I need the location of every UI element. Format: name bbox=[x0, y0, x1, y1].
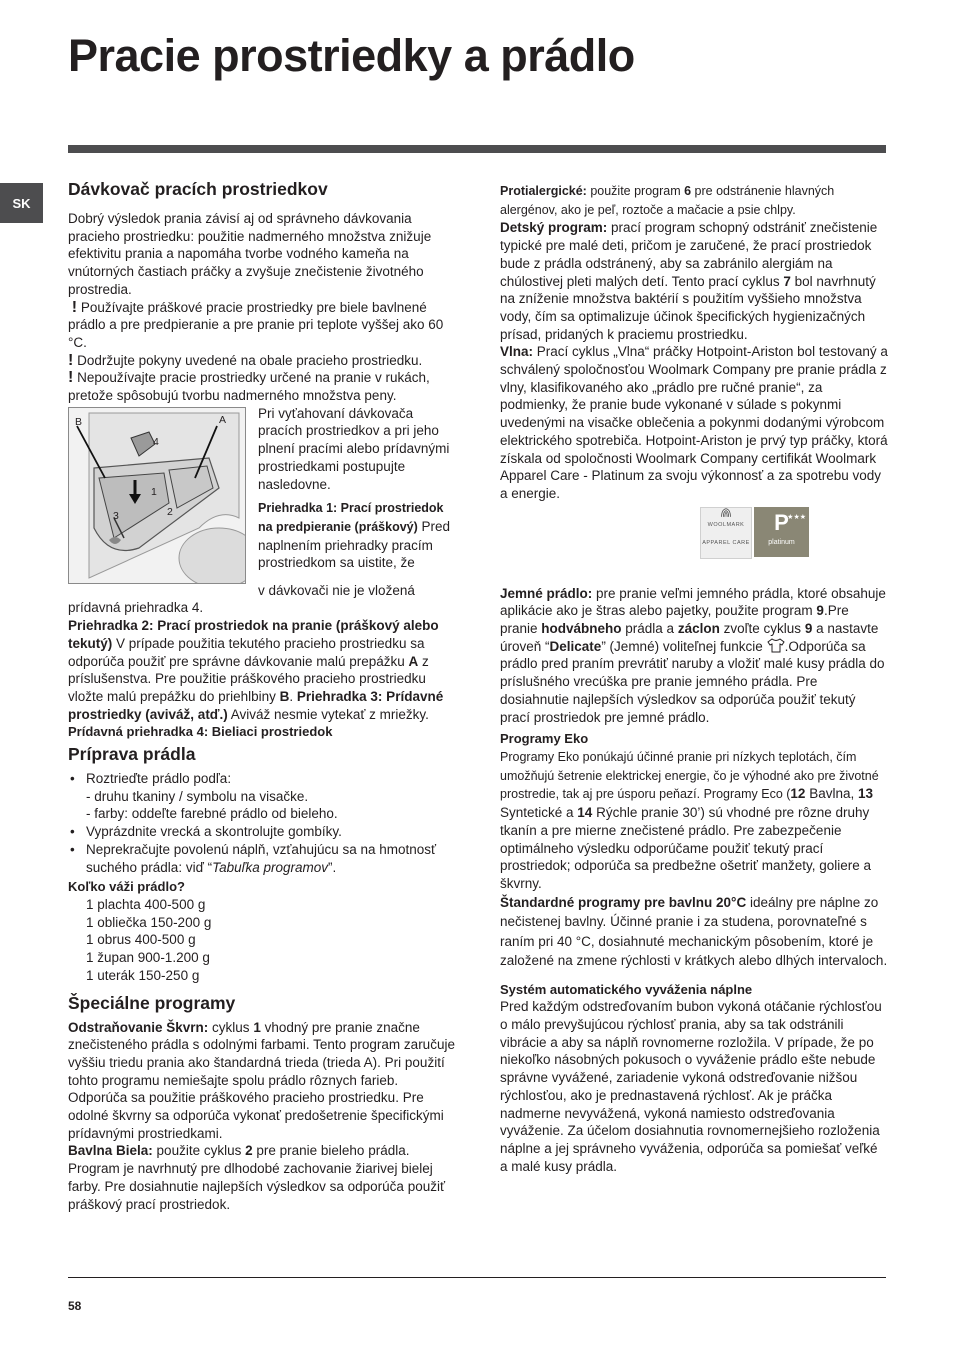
tray1-continuation: v dávkovači nie je vložená prídavná priehradka 4. bbox=[68, 582, 415, 616]
wool-program: Vlna: Prací cyklus „Vlna“ práčky Hotpoint-Ariston bol testovaný a schválený spoločnosťou Woolmark Company pre pranie prádla z vlny, klasifikovaného ako „prádlo pre ručné pranie“, za podmienky, že pranie bude vykonané v súlade s pokynmi uvedenými na visačke oblečenia a pokynmi dodanými výrobcom elektrického spotrebiča. Hotpoint-Ariston je prvý typ práčky, ktorá získala od spoločnosti Woolmark Company certifikát Woolmark Apparel Care - Platinum za svoju výkonnosť a za spotrebu vody a energie. bbox=[500, 344, 888, 501]
list-item: • Vyprázdnite vrecká a skontrolujte gombíky. bbox=[68, 823, 456, 841]
woolmark-icon bbox=[711, 508, 741, 518]
prep-heading: Príprava prádla bbox=[68, 744, 196, 765]
warning-icon: ! bbox=[68, 369, 74, 387]
baby-label: Detský program: bbox=[500, 220, 608, 236]
standard-cotton-label: Štandardné programy pre bavlnu 20°C bbox=[500, 894, 747, 910]
eco-text: Programy Eko ponúkajú účinné pranie pri nízkych teplotách, čím umožňujú šetrenie elektrickej energie, čo je výhodné ako pre životné prostredie, tak aj pre úsporu peňazí. Programy Eco (12 Bavlna, 13 Syntetické a 14 Rýchle pranie 30’) sú vhodné pre rôzne druhy tkanín a pre mierne znečistené prádlo. Pre zabezpečenie optimálneho výsledku odporúčame použiť tekutý prací prostriedok; odporúča sa predbežne ošetriť manžety, goliere a škvrny. bbox=[500, 749, 879, 891]
tray1-label: Priehradka 1: Prací prostriedok na predpieranie (práškový) bbox=[258, 501, 444, 534]
weights-list bbox=[68, 896, 456, 985]
warning-item: ! Nepoužívajte pracie prostriedky určené na pranie v rukách, pretože spôsobujú tvorbu nadmerného množstva peny. bbox=[68, 369, 430, 404]
page-number: 58 bbox=[68, 1299, 82, 1313]
dispenser-intro: Dobrý výsledok prania závisí aj od správneho dávkovania pracieho prostriedku: použitie nadmerného množstva znižuje efektivitu prania a napomáha tvorbe vodného kameňa na vnútorných častiach práčky a zvyšuje znečistenie životného prostredia. bbox=[68, 211, 432, 297]
dispenser-illustration bbox=[68, 407, 246, 584]
white-cotton-program: Bavlna Biela: použite cyklus 2 pre pranie bieleho prádla. Program je navrhnutý pre dlhodobé zachovanie žiarivej bielej farby. Pre dosiahnutie najlepších výsledkov sa odporúča použiť práškový prací prostriedok. bbox=[68, 1143, 446, 1212]
antiallergy-program: Protialergické: použite program 6 pre odstránenie hlavných alergénov, ako je peľ, roztoče a mačacie a psie chlpy. bbox=[500, 184, 835, 217]
top-divider bbox=[68, 145, 886, 153]
balance-heading: Systém automatického vyváženia náplne bbox=[500, 981, 753, 997]
stain-program: Odstraňovanie Škvrn: cyklus 1 vhodný pre pranie značne znečisteného prádla s odolnými farbami. Tento program zaručuje vyššiu triedu prania ako štandardná trieda (trieda A). Pri použití tohto programu nemiešajte spolu prádlo rôznych farieb. Odporúča sa použitie práškového pracieho prostriedku. Pre odolné škvrny sa odporúča vykonať predošetrenie špecifickými prídavnými prostriedkami. bbox=[68, 1019, 455, 1141]
dispenser-heading: Dávkovač pracích prostriedkov bbox=[68, 179, 328, 199]
bottom-divider bbox=[68, 1277, 886, 1278]
weights-heading: Koľko váži prádlo? bbox=[68, 879, 185, 895]
platinum-logo: ★★★ P platinum bbox=[754, 507, 809, 557]
woolmark-logo: WOOLMARK APPAREL CARE bbox=[700, 507, 752, 559]
wool-label: Vlna: bbox=[500, 344, 534, 360]
figure-label-b: B bbox=[75, 415, 83, 428]
warning-icon: ! bbox=[71, 298, 78, 316]
list-item: • Roztrieďte prádlo podľa: - druhu tkaniny / symbolu na visačke. - farby: oddeľte farebné prádlo od bieleho. bbox=[68, 770, 456, 823]
warning-item: ! Dodržujte pokyny uvedené na obale pracieho prostriedku. bbox=[68, 351, 423, 369]
white-cotton-label: Bavlna Biela: bbox=[68, 1143, 153, 1159]
dispenser-figure-block bbox=[68, 405, 456, 586]
tray1-text: Priehradka 1: Prací prostriedok na predpieranie (práškový) Pred naplnením priehradky pracím prostriedkom sa uistite, že bbox=[258, 501, 451, 571]
tray2-text: Priehradka 2: Prací prostriedok na pranie (práškový alebo tekutý) V prípade použitia tekutého pracieho prostriedku sa odporúča použiť pre správne dávkovanie malú prepážku A z príslušenstva. Pre použitie práškového pracieho prostriedku vložte malú prepážku do priehlbiny B. Priehradka 3: Prídavné prostriedky (aviváž, atď.) Aviváž nesmie vytekať z mriežky. bbox=[68, 618, 444, 722]
special-heading: Špeciálne programy bbox=[68, 992, 236, 1013]
list-item: • Neprekračujte povolenú náplň, vzťahujúcu sa na hmotnosť suchého prádla: viď “Tabuľka programov”. bbox=[68, 841, 456, 876]
gentle-label: Jemné prádlo: bbox=[500, 585, 593, 601]
antiallergy-label: Protialergické: bbox=[500, 184, 587, 198]
right-column bbox=[500, 182, 888, 1175]
standard-cotton-20: Štandardné programy pre bavlnu 20°C ideálny pre náplne zo nečistenej bavlny. Účinné pranie i za studena, porovnateľné s raním pri 40 °C, dosiahnuté mechanickým pôsobením, ktoré je založené na zmene rýchlosti v krátkych alebo dlhých intervaloch. bbox=[500, 894, 888, 969]
weight-item: 1 uterák 150-250 g bbox=[86, 967, 200, 983]
figure-label-4: 4 bbox=[153, 435, 159, 448]
baby-program: Detský program: prací program schopný odstrániť znečistenie typické pre malé deti, pričom je zaručené, že prací prostriedok bude z prádla odstránený, aby sa zabránilo alergiám na chúlostivej pleti malých detí. Tento prací cyklus 7 bol navrhnutý na zníženie množstva baktérií s použitím vyššieho množstva vody, čím sa optimalizuje účinok špecifických hygienizačných prísad, pridaných k praciemu prostriedku. bbox=[500, 220, 878, 342]
prep-list bbox=[68, 770, 456, 876]
page-title: Pracie prostriedky a prádlo bbox=[68, 30, 635, 81]
weight-item: 1 obrus 400-500 g bbox=[86, 932, 196, 948]
shirt-icon bbox=[767, 638, 785, 653]
weight-item: 1 župan 900-1.200 g bbox=[86, 950, 210, 966]
eco-heading: Programy Eko bbox=[500, 731, 589, 747]
warning-icon: ! bbox=[68, 351, 74, 369]
figure-label-1: 1 bbox=[151, 485, 157, 498]
gentle-program: Jemné prádlo: pre pranie veľmi jemného prádla, ktoré obsahuje aplikácie ako je štras alebo pajetky, použite program 9.Pre pranie hodvábneho prádla a záclon zvoľte cyklus 9 a nastavte úroveň “Delicate” (Jemné) voliteľnej funkcie .Odporúča sa prádlo pred praním prevrátiť naruby a vložiť malé kusy prádla do príslušného vrecúška pre pranie jemného prádla. Pre dosiahnutie najlepších výsledkov sa odporúča použiť tekutý prací prostriedok pre jemné prádlo. bbox=[500, 585, 886, 725]
certification-logos bbox=[700, 507, 888, 559]
stain-label: Odstraňovanie Škvrn: bbox=[68, 1019, 209, 1035]
figure-label-a: A bbox=[219, 413, 227, 426]
figure-caption: Pri vyťahovaní dávkovača pracích prostriedkov a pri jeho plnení pracími alebo prídavnými prostriedkami postupujte nasledovne. bbox=[258, 405, 450, 492]
weight-item: 1 plachta 400-500 g bbox=[86, 896, 206, 912]
weight-item: 1 obliečka 150-200 g bbox=[86, 914, 212, 930]
figure-label-3: 3 bbox=[113, 509, 119, 522]
left-column bbox=[68, 178, 456, 1213]
warning-item: ! Používajte práškové pracie prostriedky pre biele bavlnené prádlo a pre predpieranie a pre pranie pri teplote vyššej ako 60 °C. bbox=[68, 298, 444, 350]
tray4-label: Prídavná priehradka 4: Bieliaci prostriedok bbox=[68, 724, 333, 740]
figure-label-2: 2 bbox=[167, 505, 173, 518]
tray3-label: Priehradka 3: Prídavné prostriedky (aviváž, atď.) bbox=[68, 688, 444, 722]
balance-text: Pred každým odstreďovaním bubon vykoná otáčanie rýchlosťou o málo prevyšujúcou rýchlosť prania, aby sa tak odstránili vibrácie a aby sa náplň rovnomerne rozložila. V prípade, že po niekoľko násobných pokusoch o vyváženie prádlo ešte nebude správne vyvážené, zariadenie vykoná odstreďovanie nižšou rýchlosťou, ako je prednastavená rýchlosť. Ak je práčka nadmerne nevyvážená, vykoná namiesto odstreďovania vyváženie. Za účelom dosiahnutia rovnomernejšieho rozloženia náplne a jej správneho vyváženia, odporúča sa pomiešať veľké a malé kusy prádla. bbox=[500, 999, 882, 1174]
language-tab: SK bbox=[0, 183, 43, 223]
tray2-label: Priehradka 2: Prací prostriedok na pranie (práškový alebo tekutý) bbox=[68, 618, 439, 651]
